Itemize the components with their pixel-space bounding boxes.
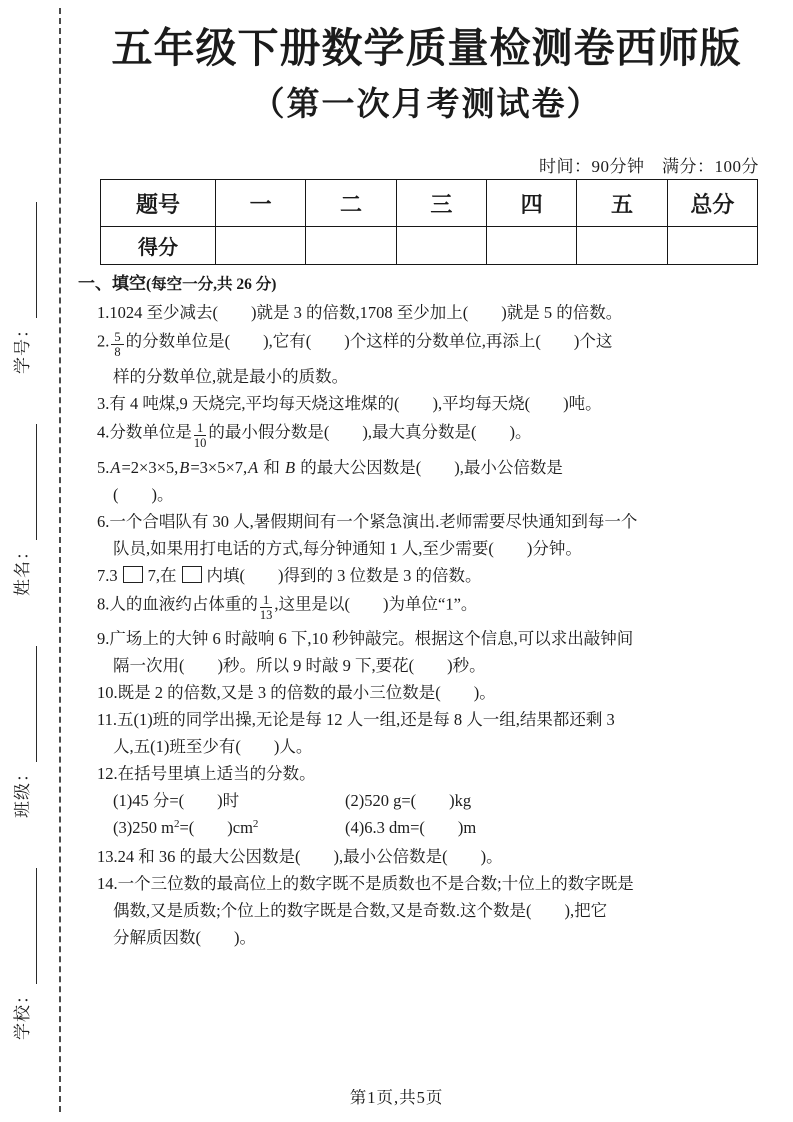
question-line [97,566,768,586]
question-line [113,367,768,387]
text-run: 偶数,又是质数;个位上的数字既是合数,又是奇数.这个数是( ),把它 [113,901,608,921]
question-line [97,512,768,532]
text-run: ( )。 [113,484,174,504]
fraction-numerator: 5 [111,330,123,345]
score-table-header-cell: 四 [486,180,576,227]
text-run: ,这里是以( )为单位“1”。 [274,593,478,613]
section-fill-in [78,269,768,955]
fraction [194,421,207,451]
question-11 [78,710,768,757]
text-run: =2×3×5, [121,457,179,477]
text-run: 样的分数单位,就是最小的质数。 [113,366,349,386]
binding-field-label: 学校： [13,986,32,1040]
question-line [97,629,768,649]
question-list [78,303,768,948]
score-table-header-cell: 三 [396,180,486,227]
section-heading-title: 一、填空 [78,274,146,293]
text-run: 12.在括号里填上适当的分数。 [97,764,316,784]
binding-field [13,646,32,818]
text-run: 7.3 [97,565,118,585]
question-9 [78,629,768,676]
fraction-denominator: 13 [259,607,273,622]
score-table-score-row [101,227,758,265]
binding-field-blank-line [36,424,37,540]
binding-field [13,202,32,374]
superscript: 2 [252,818,259,831]
text-run: 的最大公因数是( ),最小公倍数是 [296,457,563,477]
column-cell [113,791,345,811]
question-4 [78,421,768,451]
score-table-score-cell [577,227,667,265]
math-variable: B [179,457,190,477]
score-table-score-cell [216,227,306,265]
text-run: 的分数单位是( ),它有( )个这样的分数单位,再添上( )个这 [125,331,613,351]
score-table [100,179,758,265]
fraction-numerator: 1 [194,421,207,436]
fraction [260,593,273,623]
binding-field-blank-line [36,868,37,984]
text-run: 4.分数单位是 [97,422,192,442]
text-run: 的最小假分数是( ),最大真分数是( )。 [208,422,532,442]
question-3 [78,394,768,414]
score-table-header-cell: 题号 [101,180,216,227]
binding-field [13,868,32,1040]
question-line [97,593,768,623]
page-title: 五年级下册数学质量检测卷西师版 [111,25,742,71]
fraction-denominator: 10 [193,436,207,451]
superscript: 2 [173,818,180,831]
binding-field-label: 学号： [13,320,32,374]
text-run: 人,五(1)班至少有( )人。 [113,737,313,757]
question-line [97,458,768,478]
binding-field-blank-line [36,646,37,762]
text-run: 13.24 和 36 的最大公因数是( ),最小公倍数是( )。 [97,847,503,867]
score-table-header-cell: 总分 [667,180,757,227]
text-run: 6.一个合唱队有 30 人,暑假期间有一个紧急演出.老师需要尽快通知到每一个 [97,511,638,531]
question-1 [78,303,768,323]
text-run: =( )cm [179,818,253,838]
binding-field [13,424,32,596]
exam-meta: 时间：90分钟 满分：100分 [539,157,759,176]
text-run: 9.广场上的大钟 6 时敲响 6 下,10 秒钟敲完。根据这个信息,可以求出敲钟间 [97,629,634,649]
text-run: 队员,如果用打电话的方式,每分钟通知 1 人,至少需要( )分钟。 [113,538,582,558]
score-table-header-row [101,180,758,227]
question-7 [78,566,768,586]
question-line [97,330,768,360]
section-heading [78,269,768,294]
text-run: 内填( )得到的 3 位数是 3 的倍数。 [206,565,482,585]
text-run: (2)520 g=( )kg [345,791,472,811]
question-line [113,928,768,948]
score-table-score-cell [306,227,396,265]
question-14 [78,874,768,948]
question-line [97,421,768,451]
student-info-strip [0,0,46,1122]
text-run: 11.五(1)班的同学出操,无论是每 12 人一组,还是每 8 人一组,结果都还剩 3 [97,710,615,730]
question-12 [78,764,768,840]
text-run: (4)6.3 dm=( )m [345,818,477,838]
question-line [97,683,768,703]
page-subtitle: （第一次月考测试卷） [251,87,602,123]
blank-box [182,566,202,583]
fraction-numerator: 1 [260,593,273,608]
question-line [97,394,768,414]
section-heading-note: (每空一分,共 26 分) [146,276,277,293]
score-table-score-cell: 得分 [101,227,216,265]
binding-field-label: 班级： [13,764,32,818]
question-line [97,847,768,867]
text-run: 8.人的血液约占体重的 [97,593,258,613]
text-run: 分解质因数( )。 [113,928,256,948]
question-line [97,710,768,730]
fraction-denominator: 8 [114,345,121,360]
score-table-score-cell [667,227,757,265]
binding-dashed-line [59,8,61,1112]
score-table-score-cell [486,227,576,265]
question-line [113,656,768,676]
score-table-score-cell [396,227,486,265]
text-run: 3.有 4 吨煤,9 天烧完,平均每天烧这堆煤的( ),平均每天烧( )吨。 [97,393,602,413]
question-5 [78,458,768,505]
text-run: 14.一个三位数的最高位上的数字既不是质数也不是合数;十位上的数字既是 [97,874,634,894]
score-table-header-cell: 二 [306,180,396,227]
column-cell [113,818,345,840]
question-8 [78,593,768,623]
text-run: 隔一次用( )秒。所以 9 时敲 9 下,要花( )秒。 [113,656,486,676]
question-13 [78,847,768,867]
text-run: (3)250 m [113,818,174,838]
score-table-header-cell: 五 [577,180,667,227]
question-line [113,485,768,505]
text-run: 2. [97,331,110,351]
text-run: =3×5×7, [190,457,248,477]
question-line [113,901,768,921]
question-line [113,737,768,757]
text-run: 1.1024 至少减去( )就是 3 的倍数,1708 至少加上( )就是 5 的倍数。 [97,303,623,322]
text-run: 7,在 [147,565,177,585]
question-line [113,791,768,811]
question-6 [78,512,768,559]
question-2 [78,330,768,387]
page-footer: 第1页,共5页 [349,1088,444,1107]
text-run: 10.既是 2 的倍数,又是 3 的倍数的最小三位数是( )。 [97,683,496,703]
binding-field-label: 姓名： [13,542,32,596]
text-run: (1)45 分=( )时 [113,791,240,811]
math-variable: B [285,457,296,477]
math-variable: A [110,457,121,477]
question-line [97,303,768,323]
question-line [97,874,768,894]
fraction [111,330,123,360]
math-variable: A [248,457,259,477]
text-run: 和 [259,457,284,477]
question-line [113,539,768,559]
question-10 [78,683,768,703]
score-table-header-cell: 一 [216,180,306,227]
question-line [113,818,768,840]
binding-field-blank-line [36,202,37,318]
blank-box [123,566,143,583]
text-run: 5. [97,457,110,477]
question-line [97,764,768,784]
